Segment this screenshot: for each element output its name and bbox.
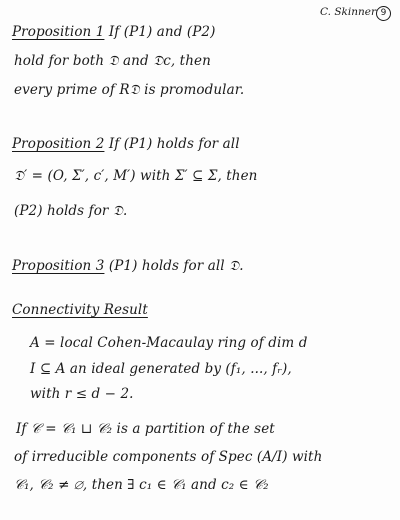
proposition-3-line-1 [12, 258, 244, 274]
connectivity-line-6: 𝒞₁, 𝒞₂ ≠ ∅, then ∃ c₁ ∈ 𝒞₁ and c₂ ∈ 𝒞₂ [14, 477, 269, 493]
proposition-1-statement-start: If (P1) and (P2) [108, 24, 216, 40]
connectivity-line-1: A = local Cohen-Macaulay ring of dim d [30, 335, 308, 351]
proposition-1-line-3: every prime of R𝔇 is promodular. [14, 82, 245, 98]
proposition-2-line-2: 𝔇′ = (O, Σ′, c′, M′) with Σ′ ⊆ Σ, then [14, 168, 258, 184]
proposition-2-statement-start: If (P1) holds for all [108, 136, 240, 152]
connectivity-line-2: I ⊆ A an ideal generated by (f₁, ..., fᵣ), [30, 361, 292, 377]
proposition-1-line-2: hold for both 𝔇 and 𝔇c, then [14, 53, 211, 69]
proposition-2-line-3: (P2) holds for 𝔇. [14, 203, 128, 219]
connectivity-line-3: with r ≤ d − 2. [30, 386, 134, 402]
connectivity-line-4: If 𝒞 = 𝒞₁ ⊔ 𝒞₂ is a partition of the set [16, 421, 275, 437]
proposition-3-statement: (P1) holds for all 𝔇. [108, 258, 244, 274]
proposition-1-heading: Proposition 1 [12, 24, 105, 40]
page-number-badge: 9 [376, 6, 391, 21]
author-name: C. Skinner [320, 6, 377, 18]
connectivity-line-5: of irreducible components of Spec (A/I) with [14, 449, 323, 465]
proposition-1-line-1 [12, 24, 215, 40]
connectivity-result-heading: Connectivity Result [12, 302, 148, 318]
proposition-2-heading: Proposition 2 [12, 136, 105, 152]
proposition-2-line-1 [12, 136, 240, 152]
proposition-3-heading: Proposition 3 [12, 258, 105, 274]
